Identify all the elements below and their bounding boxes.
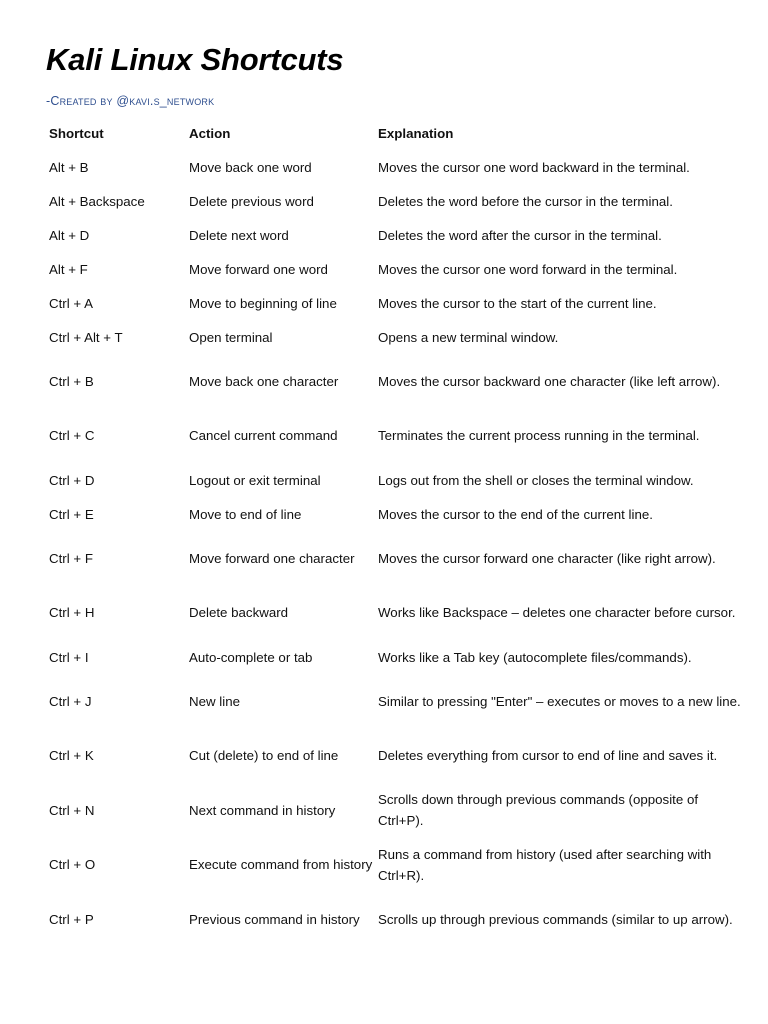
table-row xyxy=(44,463,744,497)
shortcut-cell: Ctrl + K xyxy=(49,748,94,764)
action-cell: Move forward one character xyxy=(189,550,355,566)
shortcut-cell: Ctrl + B xyxy=(49,373,94,389)
table-row xyxy=(44,252,744,286)
explanation-cell: Moves the cursor one word forward in the terminal. xyxy=(378,261,678,277)
action-cell: Move back one character xyxy=(189,373,339,389)
column-header-explanation: Explanation xyxy=(378,125,454,141)
table-row xyxy=(44,586,744,641)
action-cell: Delete backward xyxy=(189,605,289,621)
table-row xyxy=(44,838,744,893)
shortcut-cell: Ctrl + C xyxy=(49,428,95,444)
explanation-cell: Logs out from the shell or closes the terminal window. xyxy=(378,472,694,488)
shortcut-cell: Ctrl + A xyxy=(49,295,93,311)
action-cell: Cut (delete) to end of line xyxy=(189,748,339,764)
shortcut-cell: Ctrl + E xyxy=(49,506,94,522)
explanation-cell: Scrolls down through previous commands (opposite of Ctrl+P). xyxy=(378,792,699,829)
table-row xyxy=(44,674,744,729)
shortcut-cell: Ctrl + F xyxy=(49,550,93,566)
explanation-cell: Deletes everything from cursor to end of line and saves it. xyxy=(378,748,718,764)
shortcut-cell: Ctrl + J xyxy=(49,693,92,709)
shortcut-cell: Ctrl + Alt + T xyxy=(49,329,123,345)
table-header-row xyxy=(44,116,744,150)
table-row xyxy=(44,892,744,947)
action-cell: Delete previous word xyxy=(189,193,314,209)
action-cell: Logout or exit terminal xyxy=(189,472,321,488)
column-header-shortcut: Shortcut xyxy=(49,125,104,141)
action-cell: Move to end of line xyxy=(189,506,302,522)
shortcut-cell: Alt + F xyxy=(49,261,88,277)
author-credit: -Created by @kavi.s_network xyxy=(46,94,215,108)
explanation-cell: Moves the cursor forward one character (like right arrow). xyxy=(378,550,716,566)
explanation-cell: Moves the cursor to the start of the current line. xyxy=(378,295,657,311)
table-row xyxy=(44,409,744,464)
action-cell: Open terminal xyxy=(189,329,273,345)
shortcut-cell: Ctrl + H xyxy=(49,605,95,621)
table-row xyxy=(44,729,744,784)
explanation-cell: Deletes the word after the cursor in the terminal. xyxy=(378,227,662,243)
action-cell: Execute command from history xyxy=(189,857,373,873)
explanation-cell: Moves the cursor one word backward in the terminal. xyxy=(378,159,690,175)
explanation-cell: Moves the cursor to the end of the current line. xyxy=(378,506,653,522)
table-row xyxy=(44,783,744,838)
action-cell: Move forward one word xyxy=(189,261,328,277)
shortcuts-table xyxy=(44,116,744,947)
table-row xyxy=(44,184,744,218)
explanation-cell: Terminates the current process running in the terminal. xyxy=(378,428,700,444)
action-cell: Cancel current command xyxy=(189,428,338,444)
explanation-cell: Works like Backspace – deletes one character before cursor. xyxy=(378,605,736,621)
action-cell: Delete next word xyxy=(189,227,289,243)
table-row xyxy=(44,320,744,354)
explanation-cell: Works like a Tab key (autocomplete files/commands). xyxy=(378,649,692,665)
table-row xyxy=(44,218,744,252)
explanation-cell: Runs a command from history (used after searching with Ctrl+R). xyxy=(378,846,712,883)
shortcut-cell: Ctrl + N xyxy=(49,802,95,818)
action-cell: Next command in history xyxy=(189,802,336,818)
shortcut-cell: Alt + B xyxy=(49,159,89,175)
action-cell: Move to beginning of line xyxy=(189,295,337,311)
shortcut-cell: Alt + Backspace xyxy=(49,193,145,209)
action-cell: Previous command in history xyxy=(189,911,360,927)
shortcut-cell: Ctrl + P xyxy=(49,911,94,927)
table-row xyxy=(44,354,744,409)
document-title: Kali Linux Shortcuts xyxy=(46,42,344,77)
explanation-cell: Deletes the word before the cursor in the terminal. xyxy=(378,193,673,209)
table-row xyxy=(44,150,744,184)
table-row xyxy=(44,497,744,531)
explanation-cell: Moves the cursor backward one character (like left arrow). xyxy=(378,373,721,389)
shortcut-cell: Ctrl + O xyxy=(49,857,96,873)
table-row xyxy=(44,286,744,320)
explanation-cell: Similar to pressing "Enter" – executes or moves to a new line. xyxy=(378,693,741,709)
shortcut-cell: Alt + D xyxy=(49,227,90,243)
action-cell: Move back one word xyxy=(189,159,312,175)
explanation-cell: Scrolls up through previous commands (similar to up arrow). xyxy=(378,911,733,927)
table-row xyxy=(44,640,744,674)
shortcut-cell: Ctrl + D xyxy=(49,472,95,488)
column-header-action: Action xyxy=(189,125,231,141)
table-row xyxy=(44,531,744,586)
action-cell: New line xyxy=(189,693,240,709)
explanation-cell: Opens a new terminal window. xyxy=(378,329,559,345)
shortcut-cell: Ctrl + I xyxy=(49,649,89,665)
action-cell: Auto-complete or tab xyxy=(189,649,313,665)
